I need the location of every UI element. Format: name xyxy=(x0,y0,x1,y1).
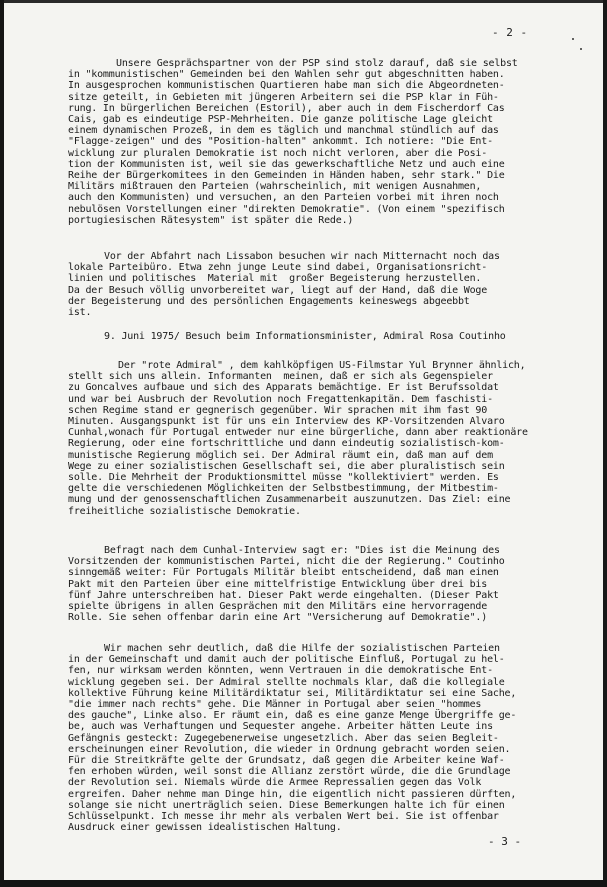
text-line: sitze geteilt, in Gebieten mit jüngeren Arbeitern sei die PSP klar in Füh- xyxy=(68,91,499,103)
text-line: auch den Kommunisten) und versuchen, an den Parteien vorbei mit ihren noch xyxy=(68,192,499,204)
paragraph-cunhal-interview xyxy=(0,545,607,623)
page-number-bottom: - 3 - xyxy=(488,835,522,848)
text-line: fen erhoben würden, weil sonst die Allianz zerstört würde, die die Grundlage xyxy=(68,766,511,778)
text-line: mung und der genossenschaftlichen Zusammenarbeit auszunutzen. Das Ziel: eine xyxy=(68,494,511,506)
text-line: Da der Besuch völlig unvorbereitet war, liegt auf der Hand, daß die Woge xyxy=(68,284,488,296)
paragraph-parties-elections xyxy=(0,58,607,226)
text-line: Schlüsselpunkt. Ich messe ihr mehr als verbalen Wert bei. Sie ist offenbar xyxy=(68,811,499,823)
text-line: solle. Die Mehrheit der Produktionsmittel müsse "kollektiviert" werden. Es xyxy=(68,472,499,484)
text-line: wicklung gegeben sei. Der Admiral stellte nochmals klar, daß die kollegiale xyxy=(68,676,505,688)
text-line: fen, nur wirksam werden könnten, wenn Vertrauen in die demokratische Ent- xyxy=(68,665,493,677)
text-line: Unsere Gesprächspartner von der PSP sind stolz darauf, daß sie selbst xyxy=(116,58,518,69)
text-line: nebulösen Vorstellungen einer "direkten Demokratie". (Von einem "spezifisch xyxy=(68,203,505,215)
text-line: tion der Kommunisten ist, weil sie das gewerkschaftliche Netz und auch eine xyxy=(68,158,505,170)
text-line: schen Regime stand er gegnerisch gegenüber. Wir sprachen mit ihm fast 90 xyxy=(68,404,488,416)
text-line: solange sie nicht unerträglich seien. Diese Bemerkungen halte ich für einen xyxy=(68,799,505,811)
text-line: fünf Jahre unterschreiben hat. Dieser Pakt werde eingehalten. (Dieser Pakt xyxy=(68,589,499,601)
text-line: Minuten. Ausgangspunkt ist für uns ein Interview des KP-Vorsitzenden Alvaro xyxy=(68,416,505,428)
text-line: 9. Juni 1975/ Besuch beim Informationsminister, Admiral Rosa Coutinho xyxy=(104,331,506,342)
text-line: Wege zu einer sozialistischen Gesellschaft sei, die aber pluralistisch sein xyxy=(68,460,505,472)
text-line: portugiesischen Rätesystem" ist später die Rede.) xyxy=(68,214,354,226)
section-heading-coutinho-visit xyxy=(0,331,607,342)
text-line: lokale Parteibüro. Etwa zehn junge Leute sind dabei, Organisationsricht- xyxy=(68,262,488,274)
text-line: be, auch was Verhaftungen und Sequester angehe. Arbeiter hätten Leute ins xyxy=(68,721,493,733)
text-line: Vorsitzenden der kommunistischen Partei, nicht die der Regierung." Coutinho xyxy=(68,556,505,568)
text-line: gelte die verschiedenen Möglichkeiten der Selbstbestimmung, der Mitbestim- xyxy=(68,483,499,495)
text-line: sinngemäß weiter: Für Portugals Militär bleibt entscheidend, daß man einen xyxy=(68,567,499,579)
text-line: zu Goncalves aufbaue und sich des Apparats bemächtige. Er ist Berufssoldat xyxy=(68,382,499,394)
scan-border-bottom xyxy=(0,880,607,887)
scan-speck xyxy=(580,48,582,50)
text-line: Gefängnis gesteckt: Zugegebenerweise ungesetzlich. Aber das seien Begleit- xyxy=(68,732,499,744)
text-line: der Begeisterung und des persönlichen Engagements keineswegs abgeebbt xyxy=(68,295,470,307)
text-line: ist. xyxy=(68,307,92,319)
text-line: "Flagge-zeigen" und des "Position-halten" ankommt. Ich notiere: "Die Ent- xyxy=(68,136,493,148)
paragraph-red-admiral xyxy=(0,360,607,517)
text-line: in der Gemeinschaft und damit auch der politische Einfluß, Portugal zu hel- xyxy=(68,654,505,666)
text-line: Regierung, oder eine fortschrittliche und dann eindeutig sozialistisch-kom- xyxy=(68,438,505,450)
page-number-top: - 2 - xyxy=(492,26,528,39)
text-line: linien und politisches Material mit großer Begeisterung herzustellen. xyxy=(68,273,482,285)
text-line: Militärs mißtrauen den Parteien (wahrscheinlich, mit wenigen Ausnahmen, xyxy=(68,181,482,193)
text-line: Rolle. Sie sehen offenbar darin eine Art "Versicherung auf Demokratie".) xyxy=(68,612,488,624)
text-line: In ausgesprochen kommunistischen Quartieren habe man sich die Abgeordneten- xyxy=(68,80,505,92)
text-line: kollektive Führung keine Militärdiktatur sei, Militärdiktatur sei eine Sache, xyxy=(68,687,517,699)
text-line: des gauche", Linke also. Er räumt ein, daß es eine ganze Menge Übergriffe ge- xyxy=(68,710,517,722)
text-line: wicklung zur pluralen Demokratie ist noch nicht verloren, aber die Posi- xyxy=(68,147,488,159)
scan-speck xyxy=(572,38,574,40)
text-line: erscheinungen einer Revolution, die wieder in Ordnung gebracht worden seien. xyxy=(68,743,511,755)
text-line: "die immer nach rechts" gehe. Die Männer in Portugal aber seien "hommes xyxy=(68,699,482,711)
text-line: stellt sich uns allein. Informanten meinen, daß er sich als Gegenspieler xyxy=(68,371,493,383)
text-line: Wir machen sehr deutlich, daß die Hilfe der sozialistischen Parteien xyxy=(104,643,500,654)
text-line: Für die Streitkräfte gelte der Grundsatz, daß gegen die Arbeiter keine Waf- xyxy=(68,755,505,767)
paragraph-socialist-help xyxy=(0,643,607,833)
text-line: einem dynamischen Prozeß, in dem es täglich und manchmal stündlich auf das xyxy=(68,125,499,137)
text-line: und war bei Ausbruch der Revolution noch Fregattenkapitän. Dem faschisti- xyxy=(68,393,493,405)
text-line: rung. In bürgerlichen Bereichen (Estoril), aber auch in dem Fischerdorf Cas xyxy=(68,102,505,114)
text-line: Cunhal,wonach für Portugal entweder nur eine bürgerliche, dann aber reaktionäre xyxy=(68,427,528,439)
text-line: Vor der Abfahrt nach Lissabon besuchen wir nach Mitternacht noch das xyxy=(104,251,500,262)
text-line: Ausdruck einer gewissen idealistischen Haltung. xyxy=(68,822,342,834)
text-line: Reihe der Bürgerkomitees in den Gemeinden in Händen haben, sehr stark." Die xyxy=(68,170,505,182)
text-line: der Revolution sei. Niemals würde die Armee Repressalien gegen das Volk xyxy=(68,777,482,789)
text-line: Cais, gab es eindeutige PSP-Mehrheiten. Die ganze politische Lage gleicht xyxy=(68,114,493,126)
text-line: munistische Regierung möglich sei. Der Admiral räumt ein, daß man auf dem xyxy=(68,449,493,461)
text-line: in "kommunistischen" Gemeinden bei den Wahlen sehr gut abgeschnitten haben. xyxy=(68,69,505,81)
text-line: Befragt nach dem Cunhal-Interview sagt er: "Dies ist die Meinung des xyxy=(104,545,500,556)
text-line: Pakt mit den Parteien über eine mittelfristige Entwicklung über drei bis xyxy=(68,578,488,590)
paragraph-party-office-visit xyxy=(0,251,607,318)
text-line: ergreifen. Daher nehme man Dinge hin, die eigentlich nicht passieren dürften, xyxy=(68,788,517,800)
text-line: freiheitliche sozialistische Demokratie. xyxy=(68,505,301,517)
text-line: spielte übrigens in allen Gesprächen mit den Militärs eine hervorragende xyxy=(68,601,488,613)
text-line: Der "rote Admiral" , dem kahlköpfigen US-Filmstar Yul Brynner ähnlich, xyxy=(118,360,526,371)
